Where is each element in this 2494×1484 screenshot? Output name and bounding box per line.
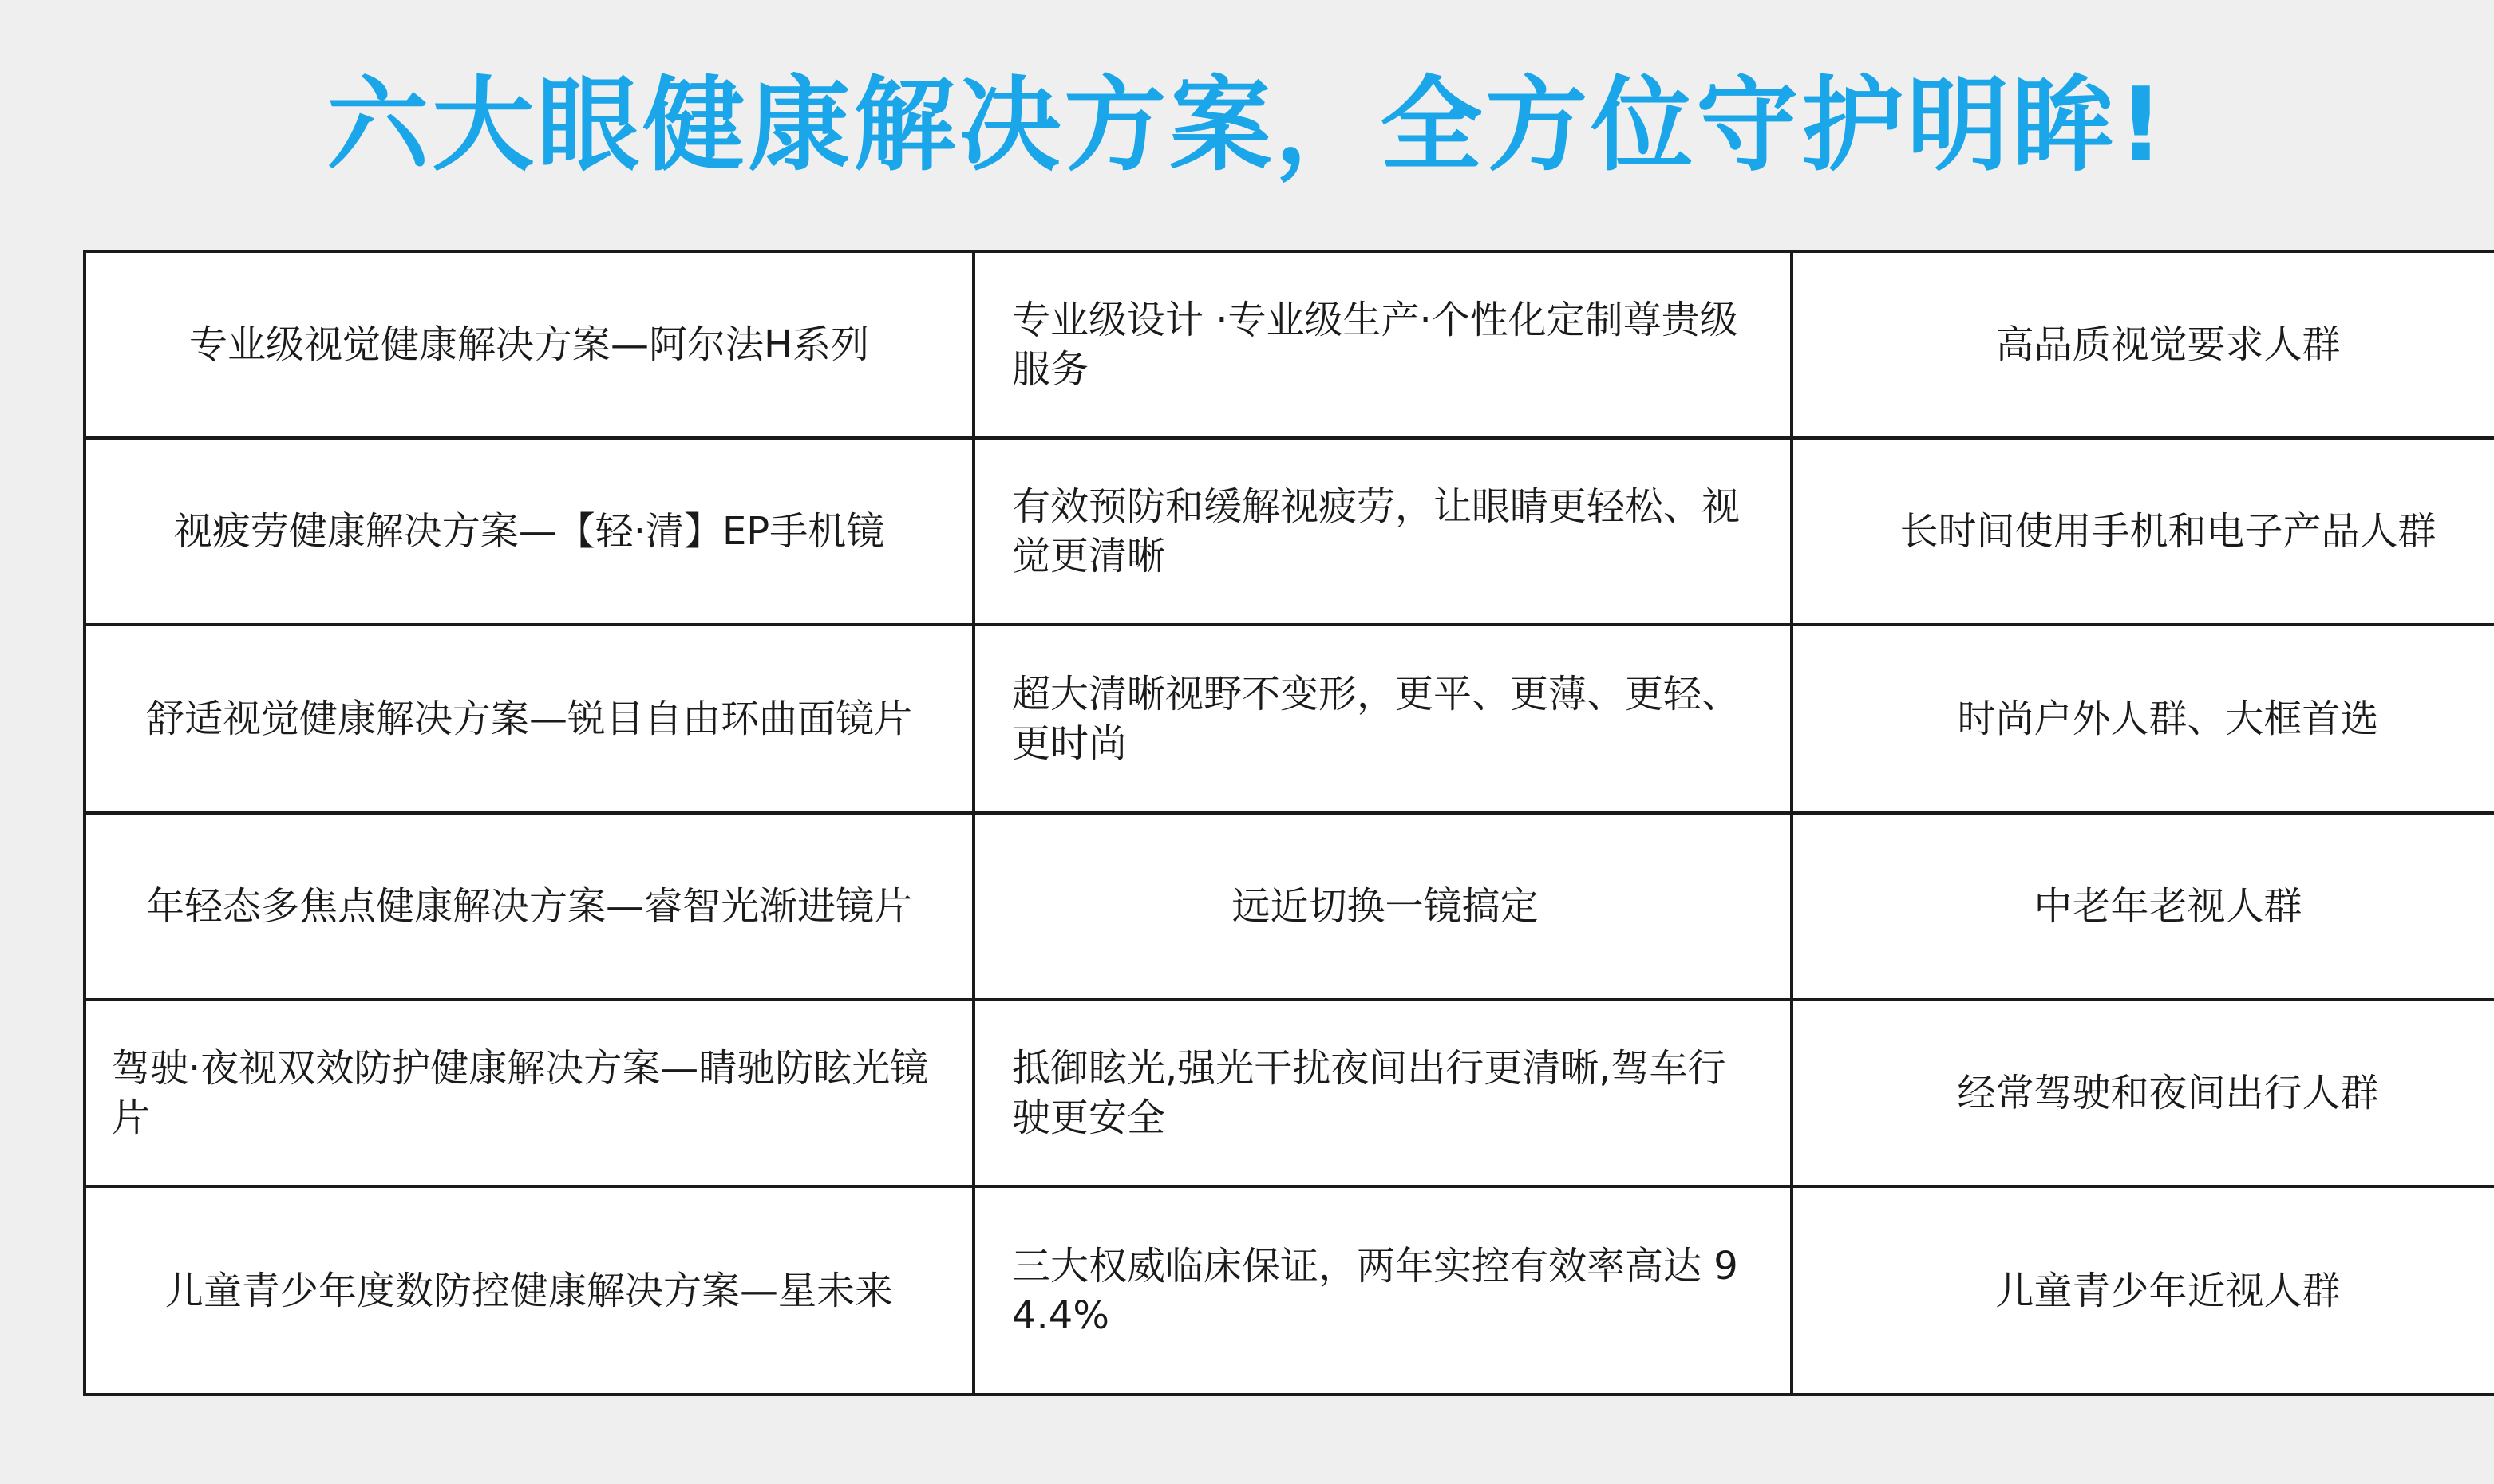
table-row: [85, 813, 2494, 1000]
table-row: [85, 1186, 2494, 1395]
solution-name-cell: 驾驶·夜视双效防护健康解决方案—睛驰防眩光镜片: [85, 1000, 974, 1186]
table-row: [85, 438, 2494, 625]
solution-name-cell: 年轻态多焦点健康解决方案—睿智光渐进镜片: [85, 813, 974, 1000]
solution-name-cell: 专业级视觉健康解决方案—阿尔法H系列: [85, 251, 974, 438]
target-audience-cell: 长时间使用手机和电子产品人群: [1792, 438, 2494, 625]
target-audience-cell: 经常驾驶和夜间出行人群: [1792, 1000, 2494, 1186]
table-row: [85, 251, 2494, 438]
solution-feature-cell: 抵御眩光,强光干扰夜间出行更清晰,驾车行驶更安全: [974, 1000, 1792, 1186]
page-title: 六大眼健康解决方案，全方位守护明眸!: [326, 66, 2168, 185]
solution-feature-cell: 超大清晰视野不变形，更平、更薄、更轻、更时尚: [974, 625, 1792, 813]
table-row: [85, 625, 2494, 813]
solution-feature-cell: 三大权威临床保证，两年实控有效率高达 94.4%: [974, 1186, 1792, 1395]
solution-feature-cell: 专业级设计 ·专业级生产·个性化定制尊贵级服务: [974, 251, 1792, 438]
target-audience-cell: 儿童青少年近视人群: [1792, 1186, 2494, 1395]
solution-name-cell: 视疲劳健康解决方案—【轻·清】EP手机镜: [85, 438, 974, 625]
solution-name-cell: 儿童青少年度数防控健康解决方案—星未来: [85, 1186, 974, 1395]
solution-feature-cell: 远近切换一镜搞定: [974, 813, 1792, 1000]
solution-name-cell: 舒适视觉健康解决方案—锐目自由环曲面镜片: [85, 625, 974, 813]
table-row: [85, 1000, 2494, 1186]
target-audience-cell: 高品质视觉要求人群: [1792, 251, 2494, 438]
target-audience-cell: 中老年老视人群: [1792, 813, 2494, 1000]
target-audience-cell: 时尚户外人群、大框首选: [1792, 625, 2494, 813]
solutions-table: [83, 250, 2494, 1396]
solution-feature-cell: 有效预防和缓解视疲劳，让眼睛更轻松、视觉更清晰: [974, 438, 1792, 625]
